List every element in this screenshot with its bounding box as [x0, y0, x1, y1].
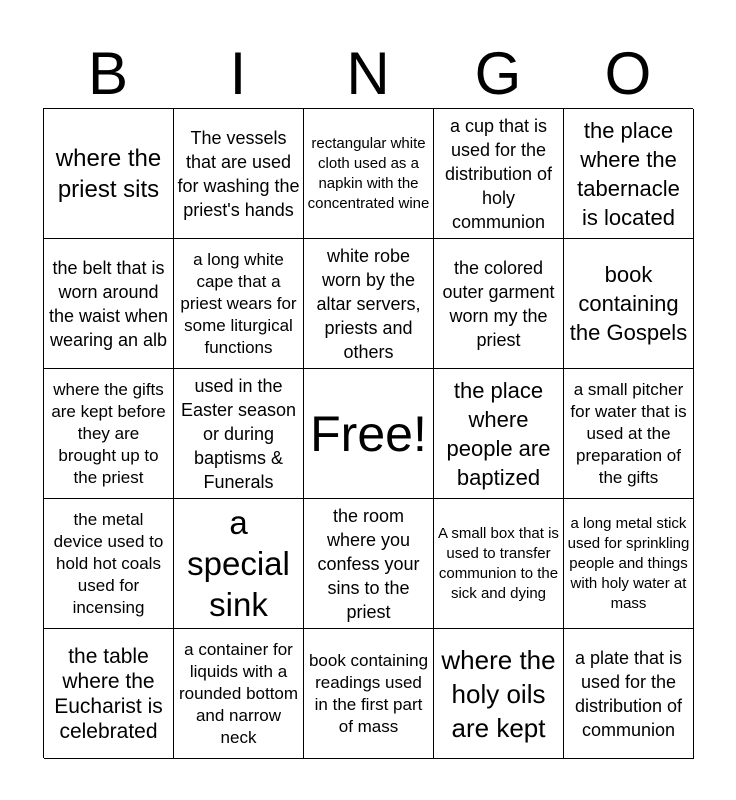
cell-text: a small pitcher for water that is used at the preparation of the gifts	[570, 379, 687, 487]
cell-text: the place where the tabernacle is located	[577, 117, 680, 230]
bingo-cell[interactable]	[174, 239, 304, 369]
header-letter-o: O	[604, 40, 652, 107]
bingo-cell[interactable]	[434, 239, 564, 369]
bingo-cell[interactable]	[174, 499, 304, 629]
bingo-cell[interactable]	[304, 629, 434, 759]
cell-text: a long metal stick used for sprinkling people and things with holy water at mass	[567, 514, 690, 612]
bingo-header	[43, 40, 693, 108]
bingo-cell[interactable]	[434, 369, 564, 499]
cell-text: book containing the Gospels	[569, 262, 688, 345]
bingo-cell[interactable]	[564, 109, 694, 239]
header-letter-n: N	[346, 40, 390, 107]
cell-text: used in the Easter season or during baptisms & Funerals	[180, 375, 297, 492]
cell-text: the metal device used to hold hot coals used for incensing	[53, 509, 164, 617]
cell-text: rectangular white cloth used as a napkin with the concentrated wine	[307, 134, 430, 212]
bingo-cell[interactable]	[304, 239, 434, 369]
bingo-cell[interactable]	[44, 499, 174, 629]
bingo-cell[interactable]	[174, 369, 304, 499]
cell-text: where the holy oils are kept	[441, 644, 556, 743]
cell-text: a long white cape that a priest wears for some liturgical functions	[180, 249, 297, 357]
bingo-cell[interactable]	[564, 499, 694, 629]
cell-text: The vessels that are used for washing the priest's hands	[177, 127, 300, 220]
bingo-cell[interactable]	[564, 239, 694, 369]
cell-text: book containing readings used in the first part of mass	[308, 650, 429, 736]
cell-text: the table where the Eucharist is celebrated	[54, 644, 163, 743]
cell-text: the room where you confess your sins to the priest	[317, 505, 420, 622]
cell-text: a container for liquids with a rounded bottom and narrow neck	[178, 639, 299, 747]
bingo-board	[43, 108, 693, 758]
cell-text: where the priest sits	[55, 144, 162, 203]
cell-text: A small box that is used to transfer communion to the sick and dying	[438, 524, 559, 602]
bingo-cell[interactable]	[304, 499, 434, 629]
bingo-cell[interactable]	[174, 109, 304, 239]
cell-text: where the gifts are kept before they are brought up to the priest	[51, 379, 166, 487]
bingo-cell[interactable]	[44, 629, 174, 759]
free-space-text: Free!	[310, 405, 427, 462]
bingo-cell[interactable]	[434, 499, 564, 629]
bingo-cell[interactable]	[564, 629, 694, 759]
bingo-free-cell[interactable]	[304, 369, 434, 499]
header-letter-g: G	[474, 40, 522, 107]
cell-text: a special sink	[187, 504, 290, 623]
bingo-cell[interactable]	[304, 109, 434, 239]
header-letter-i: I	[229, 40, 247, 107]
bingo-cell[interactable]	[174, 629, 304, 759]
cell-text: the belt that is worn around the waist when wearing an alb	[48, 257, 169, 350]
bingo-cell[interactable]	[44, 239, 174, 369]
bingo-cell[interactable]	[434, 629, 564, 759]
cell-text: white robe worn by the altar servers, priests and others	[316, 245, 421, 362]
bingo-cell[interactable]	[44, 369, 174, 499]
header-letter-b: B	[87, 40, 129, 107]
bingo-cell[interactable]	[434, 109, 564, 239]
bingo-cell[interactable]	[44, 109, 174, 239]
bingo-cell[interactable]	[564, 369, 694, 499]
cell-text: the place where people are baptized	[446, 377, 551, 490]
cell-text: the colored outer garment worn my the priest	[442, 257, 555, 350]
cell-text: a cup that is used for the distribution of holy communion	[444, 115, 553, 232]
cell-text: a plate that is used for the distribution of communion	[574, 647, 683, 740]
